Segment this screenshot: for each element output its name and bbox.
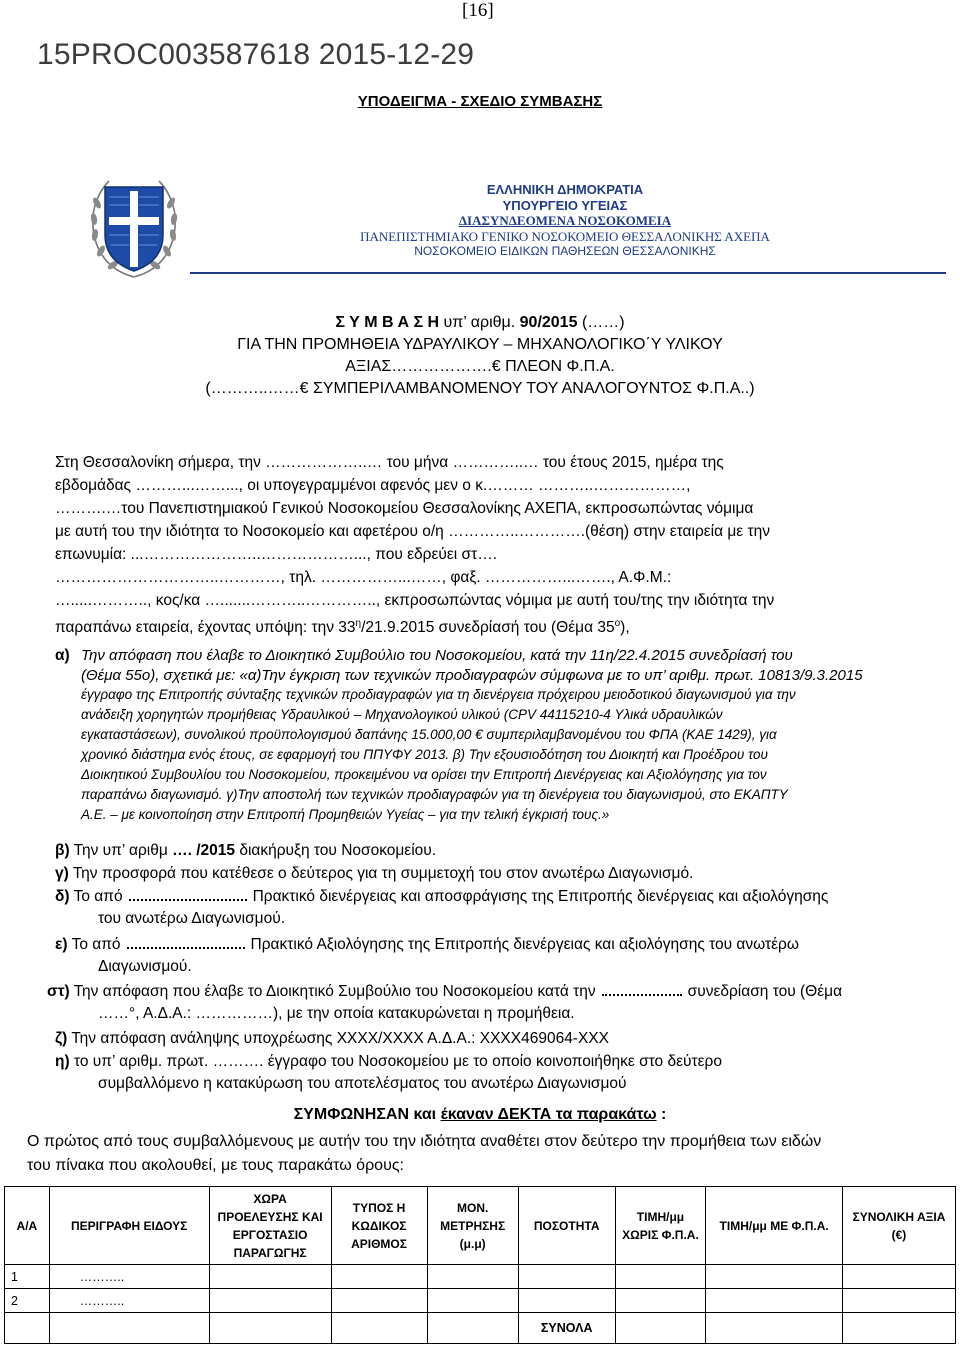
table-cell <box>427 1265 518 1289</box>
table-cell <box>209 1289 331 1313</box>
item-a-line: χρονικό διάστημα ενός έτους, σε εφαρμογή του ΠΠΥΦΥ 2013. β) Την εξουσιοδότηση του Διοικητή και Προέδρου του <box>81 747 768 762</box>
column-header: ΤΥΠΟΣ Η ΚΩΔΙΚΟΣ ΑΡΙΘΜΟΣ <box>331 1187 427 1265</box>
item-a-line: εγκαταστάσεων), συνολικού προϋπολογισμού δαπάνης 15.000,00 € συμπεριλαμβανομένου του ΦΠΑ (ΚΑΕ 1429), για <box>81 727 777 742</box>
table-cell <box>331 1313 427 1344</box>
item-a-line: έγγραφο της Επιτροπής σύνταξης τεχνικών προδιαγραφών για τη διενέργεια πρόχειρου μειοδοτικού διαγωνισμού για την <box>81 687 796 702</box>
table-cell <box>518 1265 615 1289</box>
table-cell <box>842 1289 955 1313</box>
contract-number-line <box>0 312 960 334</box>
preamble-last-before: παραπάνω εταιρεία, έχοντας υπόψη: την 33 <box>55 619 356 637</box>
item-b-text: Την υπ’ αριθμ <box>73 842 168 859</box>
preamble-line: …………………………..…………, τηλ. ……………...……, φαξ. ……………...……., Α.Φ.Μ.: <box>55 569 672 586</box>
item-d <box>55 886 915 930</box>
item-st-label: στ) <box>47 983 70 1000</box>
table-cell <box>427 1313 518 1344</box>
contract-value: ΑΞΙΑΣ……………….€ ΠΛΕΟΝ Φ.Π.Α. <box>345 358 615 375</box>
item-a-line: Α.Ε. – με κοινοποίηση στην Επιτροπή Προμηθειών Υγείας – για την τελική έγκρισή τους.» <box>81 807 610 822</box>
item-e-text-after: Πρακτικό Αξιολόγησης της Επιτροπής διενέργειας και αξιολόγησης του ανωτέρω <box>250 936 799 953</box>
item-e <box>55 934 915 978</box>
item-a-line: Την απόφαση που έλαβε το Διοικητικό Συμβούλιο του Νοσοκομείου, κατά την 11η/22.4.2015 συνεδρίασή του <box>81 647 793 664</box>
item-e-blank <box>127 935 245 949</box>
table-row <box>5 1289 956 1313</box>
column-header: ΠΕΡΙΓΡΑΦΗ ΕΙΔΟΥΣ <box>49 1187 209 1265</box>
table-cell <box>615 1313 706 1344</box>
item-e-continuation: Διαγωνισμού. <box>98 958 192 975</box>
header-line-5: ΝΟΣΟΚΟΜΕΙΟ ΕΙΔΙΚΩΝ ΠΑΘΗΣΕΩΝ ΘΕΣΣΑΛΟΝΙΚΗΣ <box>414 244 716 258</box>
preamble-line: ……….…του Πανεπιστημιακού Γενικού Νοσοκομείου Θεσσαλονίκης ΑΧΕΠΑ, εκπροσωπώντας νόμιμα <box>55 500 754 517</box>
item-h-text: το υπ’ αριθμ. πρωτ. ………. έγγραφο του Νοσοκομείου με το οποίο κοινοποιήθηκε στο δεύτερο <box>73 1053 722 1070</box>
item-d-label: δ) <box>55 888 70 905</box>
item-d-continuation: του ανωτέρω Διαγωνισμού. <box>98 910 286 927</box>
table-cell <box>209 1313 331 1344</box>
agreement-heading <box>0 1106 960 1124</box>
preamble-line: ….....……….., κος/κα ….......………..………….., εκπροσωπώντας νόμιμα με αυτή του/της την ιδιότητα την <box>55 592 775 609</box>
header-line-1: ΕΛΛΗΝΙΚΗ ΔΗΜΟΚΡΑΤΙΑ <box>486 182 644 197</box>
item-b <box>55 840 915 862</box>
table-cell <box>331 1289 427 1313</box>
column-header: ΠΟΣΟΤΗΤΑ <box>518 1187 615 1265</box>
contract-value-with-vat: (………..……€ ΣΥΜΠΕΡΙΛΑΜΒΑΝΟΜΕΝΟΥ ΤΟΥ ΑΝΑΛΟΓΟΥΝΤΟΣ Φ.Π.Α..) <box>205 380 755 397</box>
contract-number: 90/2015 <box>519 314 578 331</box>
item-a-line: (Θέμα 55ο), σχετικά με: «α)Την έγκριση των τεχνικών προδιαγραφών σύμφωνα με το υπ’ αριθμ. πρωτ. 10813/9.3.2015 <box>81 666 863 684</box>
table-cell <box>615 1289 706 1313</box>
table-cell-aa: 1 <box>5 1265 50 1289</box>
item-c-label: γ) <box>55 865 69 882</box>
item-b-label: β) <box>55 842 70 859</box>
intro-paragraph <box>27 1130 927 1178</box>
table-cell <box>49 1313 209 1344</box>
hellenic-emblem-icon <box>83 173 185 283</box>
table-cell <box>427 1289 518 1313</box>
item-st-continuation: ……°, Α.Δ.Α.: ……………), με την οποία κατακυρώνεται η προμήθεια. <box>98 1005 575 1022</box>
table-cell <box>331 1265 427 1289</box>
table-cell-aa: 2 <box>5 1289 50 1313</box>
item-st-text: Την απόφαση που έλαβε το Διοικητικό Συμβούλιο του Νοσοκομείου κατά την <box>73 983 596 1000</box>
table-cell <box>706 1289 843 1313</box>
preamble-line: επωνυμία: ...…………………..………………..., που εδρεύει στ…. <box>55 546 497 563</box>
item-d-text: Το από <box>73 888 123 905</box>
table-cell-description: ……….. <box>49 1289 209 1313</box>
item-h-label: η) <box>55 1053 70 1070</box>
item-b-number: …. /2015 <box>172 842 236 859</box>
table-cell <box>706 1313 843 1344</box>
column-header: Α/Α <box>5 1187 50 1265</box>
table-cell <box>615 1265 706 1289</box>
preamble-line: Στη Θεσσαλονίκη σήμερα, την ………………..… του μήνα …………..… του έτους 2015, ημέρα της <box>55 454 724 471</box>
column-header: ΤΙΜΗ/μμ ΧΩΡΙΣ Φ.Π.Α. <box>615 1187 706 1265</box>
item-a-line: παραπάνω διαγωνισμό. γ)Την αποστολή των τεχνικών προδιαγραφών για τη διενέργεια του διαγωνισμού, στο ΕΚΑΠΤΥ <box>81 787 788 802</box>
agreement-heading-part2: έκαναν ΔΕΚΤΑ τα παρακάτω <box>440 1106 657 1123</box>
item-b-text-after: διακήρυξη του Νοσοκομείου. <box>239 842 437 859</box>
preamble-line-last <box>55 612 903 639</box>
item-a-line: Διοικητικού Συμβουλίου του Νοσοκομείου, προκειμένου να ορίσει την Επιτροπή Διενέργειας και Αξιολόγησης για τον <box>81 767 767 782</box>
header-line-2: ΥΠΟΥΡΓΕΙΟ ΥΓΕΙΑΣ <box>502 197 628 213</box>
item-st-text-after: συνεδρίαση του (Θέμα <box>687 983 843 1000</box>
item-a-line: ανάδειξη χορηγητών προμήθειας Υδραυλικού – Μηχανολογικού υλικού (CPV 44115210-4 Υλικά υδραυλικών <box>81 707 723 722</box>
totals-label: ΣΥΝΟΛΑ <box>518 1313 615 1344</box>
preamble-sup-2: ο <box>614 618 621 629</box>
item-h-continuation: συμβαλλόμενο η κατακύρωση του αποτελέσματος του ανωτέρω Διαγωνισμού <box>98 1075 627 1092</box>
table-cell <box>842 1265 955 1289</box>
agreement-heading-part1: ΣΥΜΦΩΝΗΣΑΝ και <box>293 1106 437 1123</box>
item-d-text-after: Πρακτικό διενέργειας και αποσφράγισης της Επιτροπής διενέργειας και αξιολόγησης <box>252 888 829 905</box>
table-cell <box>5 1313 50 1344</box>
intro-line: του πίνακα που ακολουθεί, με τους παρακάτω όρους: <box>27 1157 404 1174</box>
preamble-sup-1: η <box>355 618 362 629</box>
header-divider <box>190 272 946 274</box>
header-line-3: ΔΙΑΣΥΝΔΕΟΜΕΝΑ ΝΟΣΟΚΟΜΕΙΑ <box>458 213 672 228</box>
table-row <box>5 1265 956 1289</box>
organization-header <box>230 182 900 260</box>
contract-subject: ΓΙΑ ΤΗΝ ΠΡΟΜΗΘΕΙΑ ΥΔΡΑΥΛΙΚΟΥ – ΜΗΧΑΝΟΛΟΓΙΚΟ΄Υ ΥΛΙΚΟΥ <box>237 336 723 353</box>
header-line-4: ΠΑΝΕΠΙΣΤΗΜΙΑΚΟ ΓΕΝΙΚΟ ΝΟΣΟΚΟΜΕΙΟ ΘΕΣΣΑΛΟΝΙΚΗΣ ΑΧΕΠΑ <box>360 228 770 244</box>
column-header: ΣΥΝΟΛΙΚΗ ΑΞΙΑ (€) <box>842 1187 955 1265</box>
item-a <box>55 646 913 825</box>
preamble-last-middle: /21.9.2015 συνεδρίασή του (Θέμα 35 <box>361 619 615 637</box>
table-cell <box>518 1289 615 1313</box>
item-e-label: ε) <box>55 936 68 953</box>
item-z-label: ζ) <box>55 1030 68 1047</box>
page-number: [16] <box>462 0 494 21</box>
item-e-text: Το από <box>71 936 121 953</box>
column-header: ΧΩΡΑ ΠΡΟΕΛΕΥΣΗΣ ΚΑΙ ΕΡΓΟΣΤΑΣΙΟ ΠΑΡΑΓΩΓΗΣ <box>209 1187 331 1265</box>
item-c-text: Την προσφορά που κατέθεσε ο δεύτερος για τη συμμετοχή του στον ανωτέρω Διαγωνισμό. <box>72 865 694 882</box>
table-header-row <box>5 1187 956 1265</box>
table-cell <box>842 1313 955 1344</box>
items-table <box>4 1186 956 1344</box>
agreement-heading-part3: : <box>661 1106 667 1123</box>
preamble-line: εβδομάδας ………...……..., οι υπογεγραμμένοι αφενός μεν ο κ.……… ………..………………, <box>55 477 691 494</box>
item-a-label: α) <box>55 647 70 664</box>
document-title: ΥΠΟΔΕΙΓΜΑ - ΣΧΕΔΙΟ ΣΥΜΒΑΣΗΣ <box>357 93 603 110</box>
item-c <box>55 863 915 885</box>
preamble-line: με αυτή του την ιδιότητα το Νοσοκομείο και αφετέρου ο/η …………..………….(θέση) στην εταιρεία με την <box>55 523 771 540</box>
contract-number-suffix: (……) <box>581 314 625 331</box>
intro-line: Ο πρώτος από τους συμβαλλόμενους με αυτήν του την ιδιότητα αναθέτει στον δεύτερο την προμήθεια των ειδών <box>27 1133 822 1150</box>
item-st <box>47 981 915 1025</box>
contract-heading <box>0 312 960 400</box>
table-cell <box>209 1265 331 1289</box>
column-header: ΜΟΝ. ΜΕΤΡΗΣΗΣ (μ.μ) <box>427 1187 518 1265</box>
item-z <box>55 1028 915 1050</box>
table-cell-description: ……….. <box>49 1265 209 1289</box>
table-total-row <box>5 1313 956 1344</box>
preamble-last-after: ), <box>620 619 630 637</box>
document-id: 15PROC003587618 2015-12-29 <box>37 38 475 71</box>
table-cell <box>706 1265 843 1289</box>
contract-number-prefix: υπ’ αριθμ. <box>443 314 516 331</box>
item-st-blank <box>602 982 682 996</box>
item-d-blank <box>129 887 247 901</box>
item-z-text: Την απόφαση ανάληψης υποχρέωσης ΧΧΧΧ/ΧΧΧΧ Α.Δ.Α.: ΧΧΧΧ469064-ΧΧΧ <box>71 1030 609 1047</box>
contract-word: Σ Υ Μ Β Α Σ Η <box>335 314 440 331</box>
preamble-paragraph <box>55 451 903 639</box>
column-header: ΤΙΜΗ/μμ ΜΕ Φ.Π.Α. <box>706 1187 843 1265</box>
item-h <box>55 1051 915 1095</box>
